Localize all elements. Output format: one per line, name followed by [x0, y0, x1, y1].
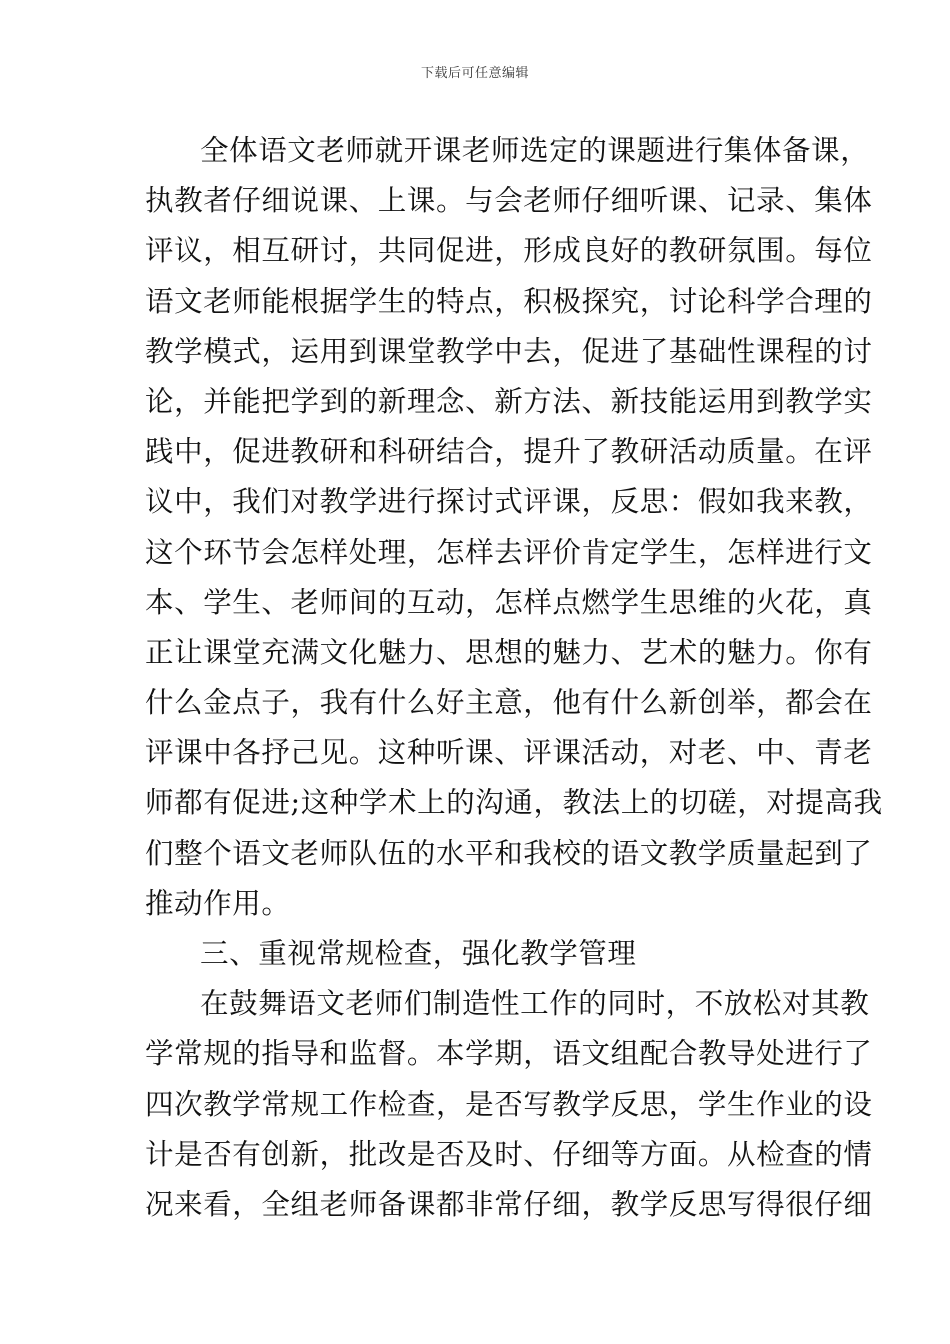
paragraph-line: 论，并能把学到的新理念、新方法、新技能运用到教学实: [145, 384, 873, 418]
header-note: 下载后可任意编辑: [420, 66, 529, 81]
paragraph-line: 教学模式，运用到课堂教学中去，促进了基础性课程的讨: [145, 334, 873, 368]
paragraph-line: 评课中各抒己见。这种听课、评课活动，对老、中、青老: [145, 736, 873, 770]
paragraph-line: 们整个语文老师队伍的水平和我校的语文教学质量起到了: [145, 836, 873, 870]
paragraph-line: 四次教学常规工作检查，是否写教学反思，学生作业的设: [145, 1087, 873, 1121]
paragraph-line: 执教者仔细说课、上课。与会老师仔细听课、记录、集体: [145, 184, 873, 218]
paragraph-line: 学常规的指导和监督。本学期，语文组配合教导处进行了: [145, 1037, 873, 1071]
paragraph-line: 全体语文老师就开课老师选定的课题进行集体备课，: [200, 134, 870, 167]
paragraph-line: 本、学生、老师间的互动，怎样点燃学生思维的火花，真: [145, 585, 873, 619]
paragraph-line: 议中，我们对教学进行探讨式评课，反思：假如我来教，: [145, 485, 873, 519]
paragraph-line: 推动作用。: [145, 886, 291, 920]
paragraph-line: 正让课堂充满文化魅力、思想的魅力、艺术的魅力。你有: [145, 635, 873, 669]
paragraph-line: 计是否有创新，批改是否及时、仔细等方面。从检查的情: [145, 1137, 873, 1171]
paragraph-line: 况来看，全组老师备课都非常仔细，教学反思写得很仔细: [145, 1187, 873, 1221]
paragraph-line: 评议，相互研讨，共同促进，形成良好的教研氛围。每位: [145, 234, 873, 268]
paragraph-line: 师都有促进;这种学术上的沟通，教法上的切磋，对提高我: [145, 786, 883, 820]
paragraph-line: 这个环节会怎样处理，怎样去评价肯定学生，怎样进行文: [145, 535, 873, 569]
paragraph-line: 语文老师能根据学生的特点，积极探究，讨论科学合理的: [145, 284, 873, 318]
paragraph-line: 什么金点子，我有什么好主意，他有什么新创举，都会在: [145, 686, 873, 720]
paragraph-line: 践中，促进教研和科研结合，提升了教研活动质量。在评: [145, 435, 873, 469]
document-body: [145, 126, 883, 1230]
paragraph-line: 在鼓舞语文老师们制造性工作的同时，不放松对其教: [200, 987, 870, 1021]
section-heading: 三、重视常规检查，强化教学管理: [200, 937, 637, 970]
